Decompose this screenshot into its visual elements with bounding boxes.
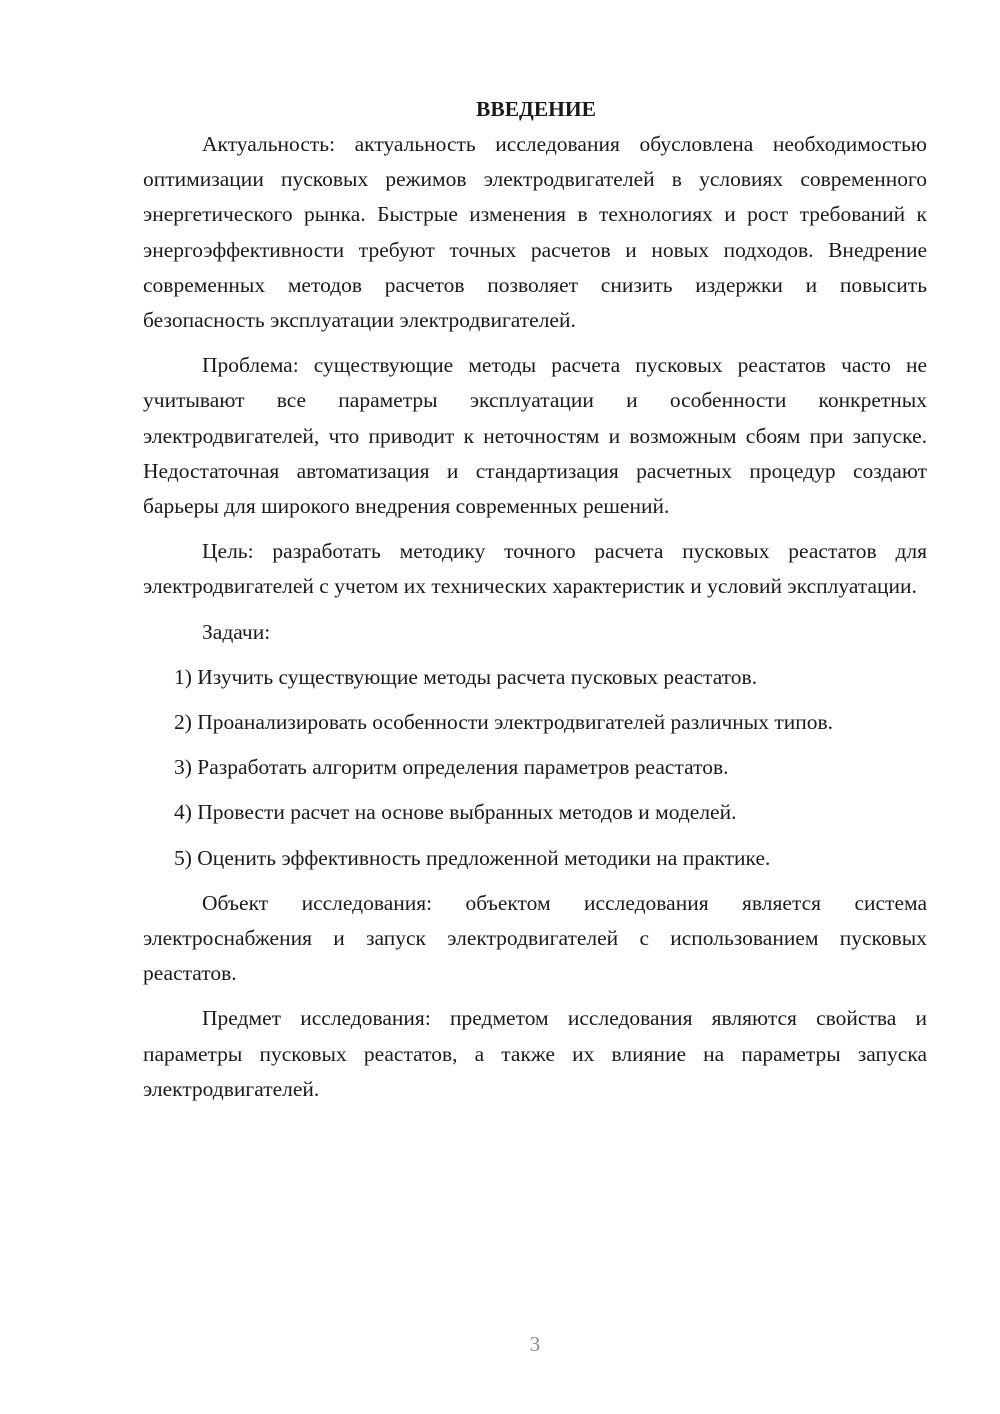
tasks-list [143, 660, 927, 876]
task-item: 5) Оценить эффективность предложенной методики на практике. [174, 845, 771, 870]
task-item: 1) Изучить существующие методы расчета пусковых реастатов. [174, 664, 758, 689]
page-number: 3 [529, 1332, 541, 1356]
subject-paragraph: Предмет исследования: предметом исследования являются свойства и параметры пусковых реастатов, а также их влияние на параметры запуска электродвигателей. [143, 1006, 927, 1101]
task-item: 2) Проанализировать особенности электродвигателей различных типов. [174, 710, 834, 735]
problem-paragraph: Проблема: существующие методы расчета пусковых реастатов часто не учитывают все параметры эксплуатации и особенности конкретных электродвигателей, что приводит к неточностям и возможным сбоям при запуске. Недостаточная автоматизация и стандартизация расчетных процедур создают барьеры для широкого внедрения современных решений. [143, 353, 927, 519]
task-item: 4) Провести расчет на основе выбранных методов и моделей. [174, 800, 737, 825]
object-paragraph: Объект исследования: объектом исследования является система электроснабжения и запуск электродвигателей с использованием пусковых реастатов. [143, 890, 927, 986]
relevance-paragraph: Актуальность: актуальность исследования обусловлена необходимостью оптимизации пусковых режимов электродвигателей в условиях современного энергетического рынка. Быстрые изменения в технологиях и рост требований к энергоэффективности требуют точных расчетов и новых подходов. Внедрение современных методов расчетов позволяет снизить издержки и повысить безопасность эксплуатации электродвигателей. [143, 132, 927, 333]
goal-paragraph: Цель: разработать методику точного расчета пусковых реастатов для электродвигателей с учетом их технических характеристик и условий эксплуатации. [143, 539, 927, 599]
task-item: 3) Разработать алгоритм определения параметров реастатов. [174, 755, 729, 780]
section-heading: ВВЕДЕНИЕ [476, 97, 596, 121]
tasks-label: Задачи: [202, 619, 271, 644]
page-content [143, 92, 927, 1107]
